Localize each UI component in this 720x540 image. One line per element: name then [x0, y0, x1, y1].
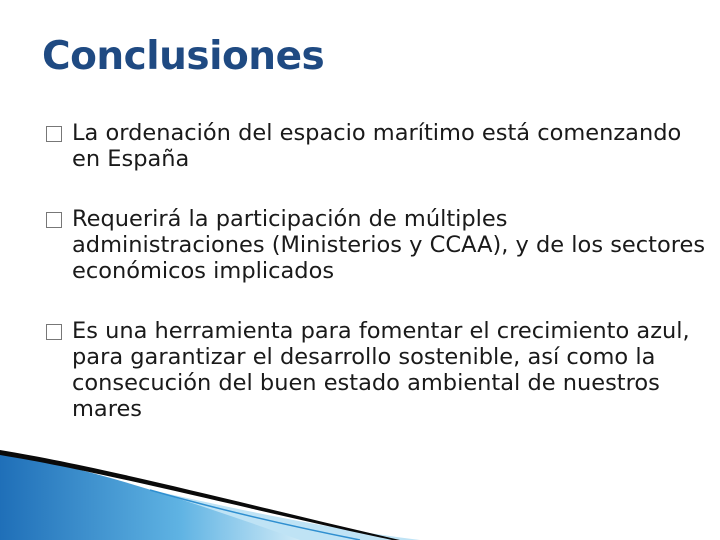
- square-bullet-icon: [46, 126, 62, 142]
- bullet-text: Es una herramienta para fomentar el crecimiento azul, para garantizar el desarrollo sostenible, así como la consecución del buen estado ambiental de nuestros mares: [72, 318, 690, 422]
- bullet-item: [46, 206, 706, 284]
- bullet-item: [46, 120, 706, 172]
- bullet-list: [46, 120, 706, 422]
- bullet-item: [46, 318, 706, 422]
- wave-blue-shape: [0, 452, 300, 540]
- bullet-text: La ordenación del espacio marítimo está comenzando en España: [72, 120, 682, 172]
- slide-title: Conclusiones: [42, 34, 325, 79]
- wave-decoration: [0, 450, 720, 540]
- square-bullet-icon: [46, 212, 62, 228]
- square-bullet-icon: [46, 324, 62, 340]
- bullet-text: Requerirá la participación de múltiples administraciones (Ministerios y CCAA), y de los sectores económicos implicados: [72, 206, 706, 284]
